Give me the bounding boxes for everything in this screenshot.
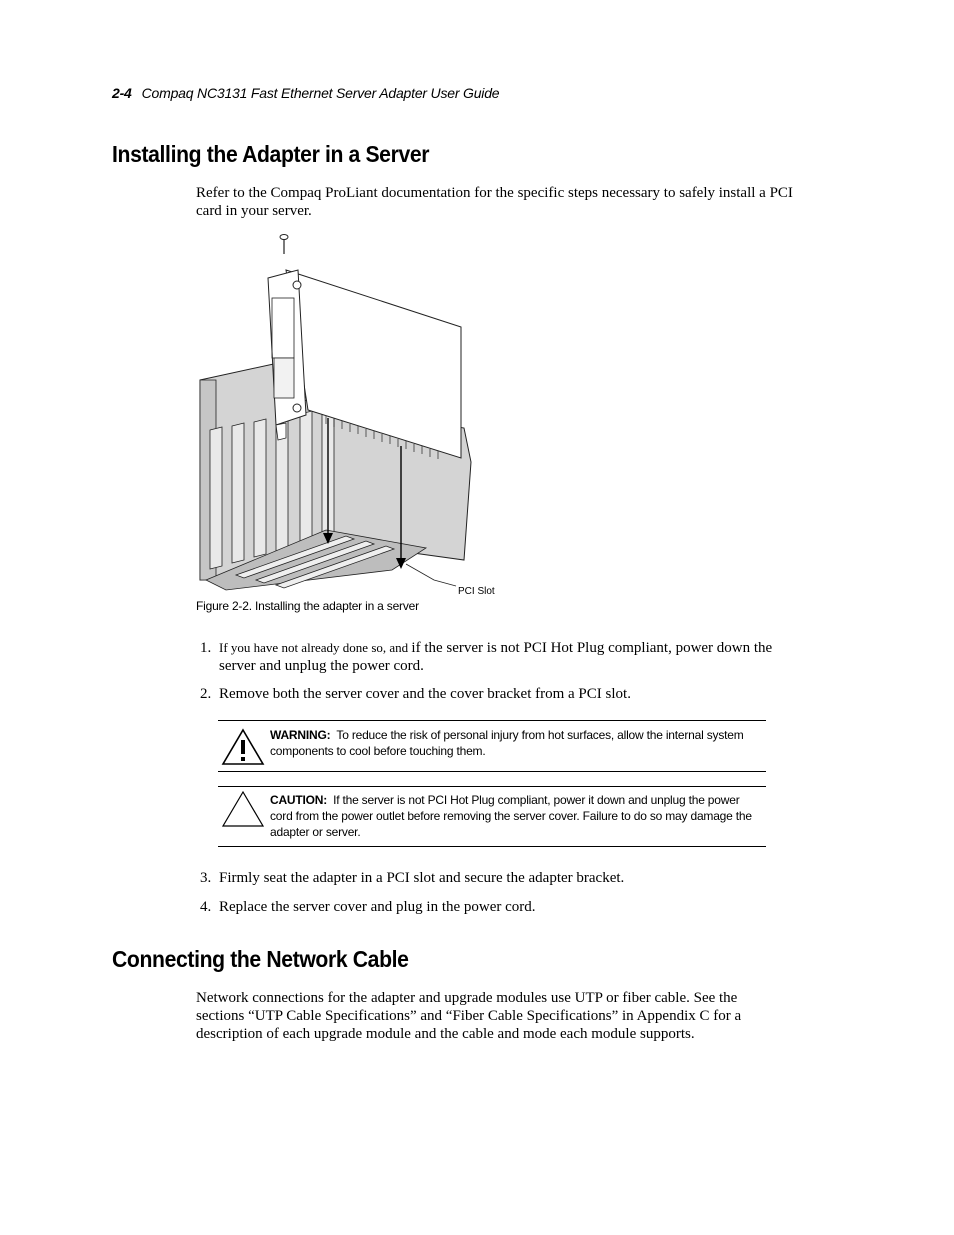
caution-triangle-icon [221,790,265,832]
figure-caption: Figure 2-2. Installing the adapter in a server [196,599,419,613]
section-heading-installing: Installing the Adapter in a Server [112,141,430,167]
step-text: Replace the server cover and plug in the power cord. [219,899,536,915]
step-number: 4. [200,899,212,915]
step-text: if the server is not PCI Hot Plug compliant, power down the server and unplug the power cord. [219,640,773,674]
installation-figure [196,230,496,603]
step-text: Firmly seat the adapter in a PCI slot and secure the adapter bracket. [219,870,625,886]
network-cable-paragraph: Network connections for the adapter and upgrade modules use UTP or fiber cable. See the sections “UTP Cable Specifications” and “Fiber Cable Specifications” in Appendix C for a description of each upgrade module and the cable and mode each module supports. [196,990,742,1042]
step-number: 2. [200,686,212,702]
warning-notice [218,720,766,772]
step-2 [196,685,786,703]
step-text: Remove both the server cover and the cover bracket from a PCI slot. [219,686,631,702]
step-4 [196,898,786,916]
document-title: Compaq NC3131 Fast Ethernet Server Adapter User Guide [141,85,500,101]
step-number: 3. [200,870,212,886]
screw-icon [280,235,288,255]
server-adapter-illustration [196,230,496,598]
section-heading-network-cable: Connecting the Network Cable [112,946,409,972]
caution-notice [218,786,766,847]
page-number: 2-4 [112,85,132,101]
step-lead-in: If you have not already done so, and [219,640,412,655]
step-3 [196,869,786,887]
step-number: 1. [200,640,212,656]
caution-label: CAUTION: [270,793,328,807]
warning-label: WARNING: [270,728,331,742]
running-header [112,85,499,101]
warning-text: WARNING: To reduce the risk of personal injury from hot surfaces, allow the internal system components to cool before touching them. [270,728,744,758]
pci-slot-callout: PCI Slot [458,586,495,597]
step-1 [196,639,786,675]
warning-triangle-icon [221,728,265,770]
caution-text: CAUTION: If the server is not PCI Hot Plug compliant, power it down and unplug the power cord from the power outlet before removing the server cover. Failure to do so may damage the adapter or server. [270,793,752,839]
intro-paragraph: Refer to the Compaq ProLiant documentation for the specific steps necessary to safely install a PCI card in your server. [196,185,793,219]
